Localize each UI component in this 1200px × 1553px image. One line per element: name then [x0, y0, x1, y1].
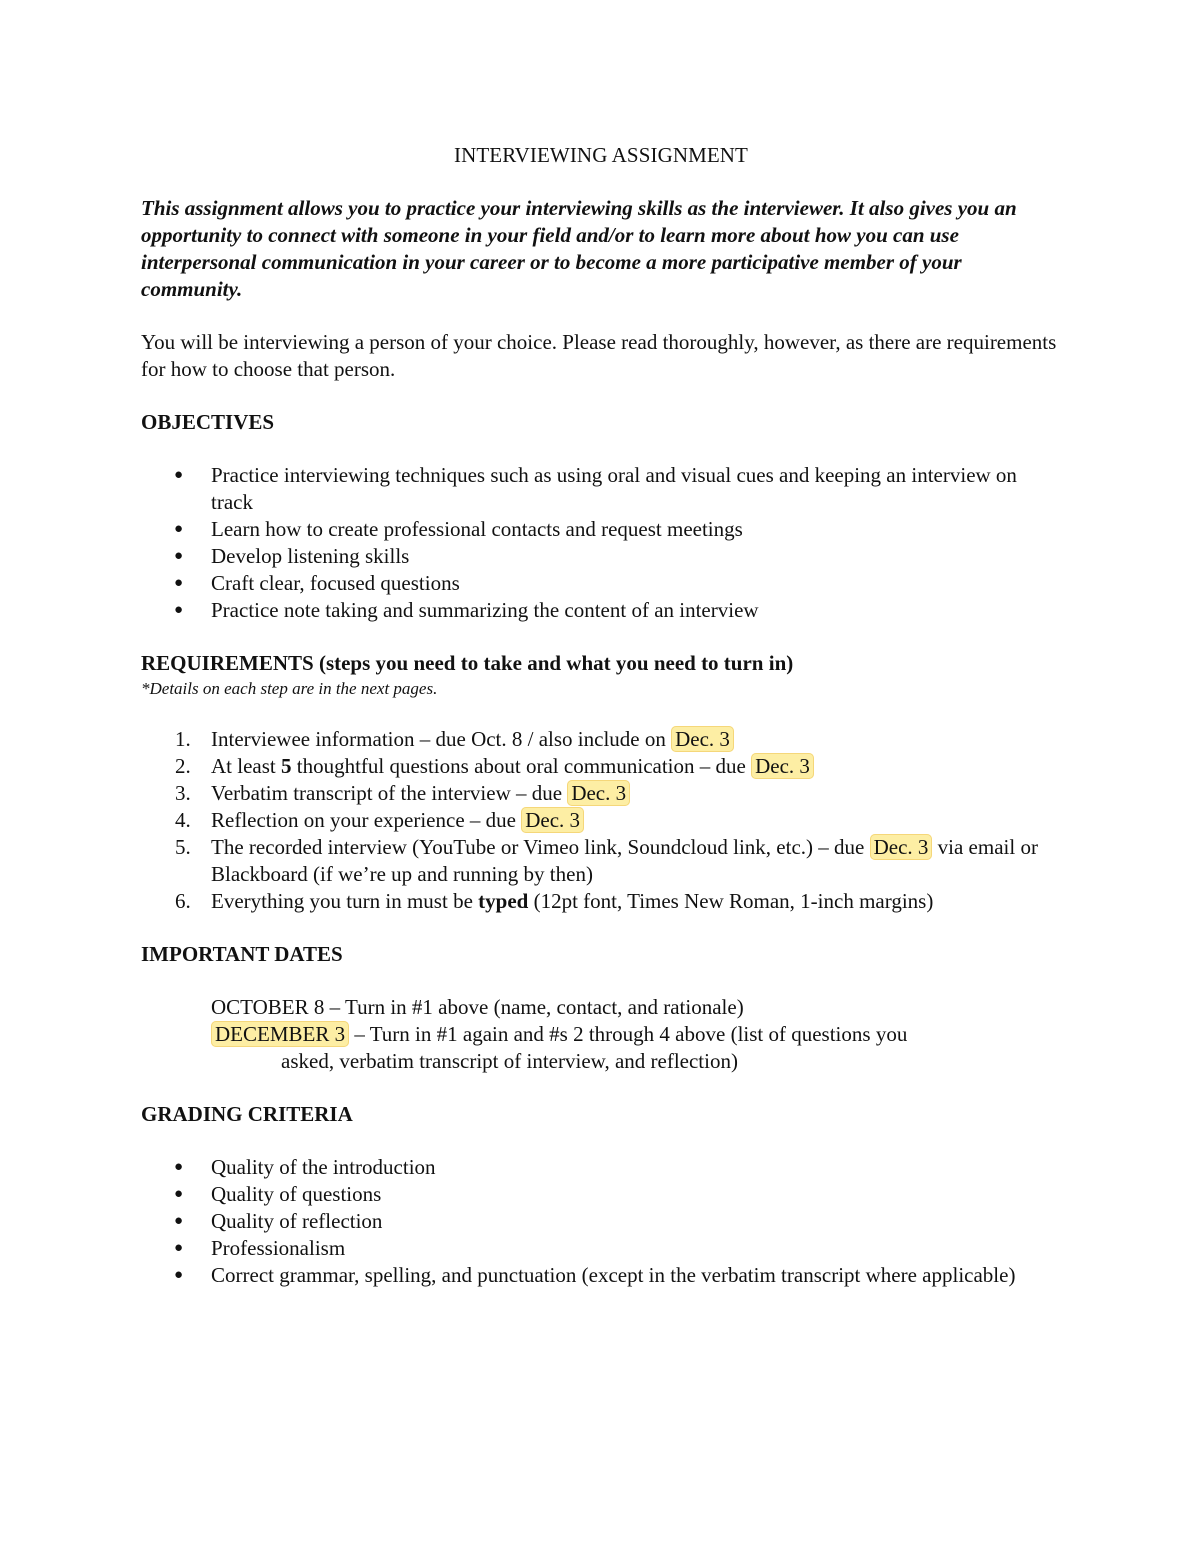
bullet-icon: ● [174, 1159, 184, 1175]
highlight-date: Dec. 3 [521, 807, 584, 833]
highlight-date: DECEMBER 3 [211, 1021, 349, 1047]
requirements-heading: REQUIREMENTS (steps you need to take and what you need to turn in) [141, 651, 794, 675]
intro-paragraph: This assignment allows you to practice your interviewing skills as the interviewer. It also gives you an opportunity to connect with someone in your field and/or to learn more about how you can use interpersonal communication in your career or to become a more participative member of your community. [141, 196, 1017, 301]
bullet-icon: ● [174, 1240, 184, 1256]
list-item: 3. Verbatim transcript of the interview – due Dec. 3 [141, 780, 1061, 807]
highlight-date: Dec. 3 [870, 834, 933, 860]
overview-paragraph: You will be interviewing a person of your choice. Please read thoroughly, however, as there are requirements for how to choose that person. [141, 330, 1057, 381]
list-item: ● Craft clear, focused questions [174, 571, 460, 595]
december-date-line: DECEMBER 3 – Turn in #1 again and #s 2 through 4 above (list of questions you [211, 1021, 1061, 1048]
october-date-line: OCTOBER 8 – Turn in #1 above (name, contact, and rationale) [211, 995, 744, 1019]
bullet-icon: ● [174, 1267, 184, 1283]
bullet-icon: ● [174, 602, 184, 618]
list-item: ● Quality of the introduction [174, 1155, 436, 1179]
page-title: INTERVIEWING ASSIGNMENT [453, 143, 748, 167]
bullet-icon: ● [174, 1213, 184, 1229]
important-dates-block [141, 994, 1061, 1075]
list-item: ● Quality of reflection [174, 1209, 383, 1233]
requirements-list [141, 726, 1061, 915]
bullet-icon: ● [174, 575, 184, 591]
highlight-date: Dec. 3 [567, 780, 630, 806]
list-item: ● Practice interviewing techniques such as using oral and visual cues and keeping an interview on track [174, 463, 1017, 514]
list-item: ● Learn how to create professional contacts and request meetings [174, 517, 743, 541]
objectives-heading: OBJECTIVES [141, 410, 275, 434]
requirements-note: *Details on each step are in the next pages. [141, 679, 438, 698]
list-item: ● Practice note taking and summarizing the content of an interview [174, 598, 759, 622]
objectives-list [141, 462, 1061, 624]
list-item: ● Develop listening skills [174, 544, 410, 568]
list-item: 6. Everything you turn in must be typed (12pt font, Times New Roman, 1-inch margins) [175, 889, 934, 913]
december-date-line-continued: asked, verbatim transcript of interview, and reflection) [281, 1049, 738, 1073]
list-item: ● Professionalism [174, 1236, 346, 1260]
list-item: 5. The recorded interview (YouTube or Vimeo link, Soundcloud link, etc.) – due Dec. 3 via email or Blackboard (if we’re up and running by then) [175, 835, 1038, 886]
list-item: 1. Interviewee information – due Oct. 8 / also include on Dec. 3 [141, 726, 1061, 753]
document-content [141, 142, 1061, 1315]
list-item: 4. Reflection on your experience – due Dec. 3 [141, 807, 1061, 834]
important-dates-heading: IMPORTANT DATES [141, 942, 343, 966]
highlight-date: Dec. 3 [751, 753, 814, 779]
bullet-icon: ● [174, 467, 184, 483]
bullet-icon: ● [174, 521, 184, 537]
list-item: ● Correct grammar, spelling, and punctuation (except in the verbatim transcript where applicable) [174, 1263, 1016, 1287]
highlight-date: Dec. 3 [671, 726, 734, 752]
grading-heading: GRADING CRITERIA [141, 1102, 353, 1126]
bullet-icon: ● [174, 548, 184, 564]
bullet-icon: ● [174, 1186, 184, 1202]
list-item: ● Quality of questions [174, 1182, 382, 1206]
grading-list [141, 1154, 1061, 1289]
list-item: 2. At least 5 thoughtful questions about oral communication – due Dec. 3 [141, 753, 1061, 780]
